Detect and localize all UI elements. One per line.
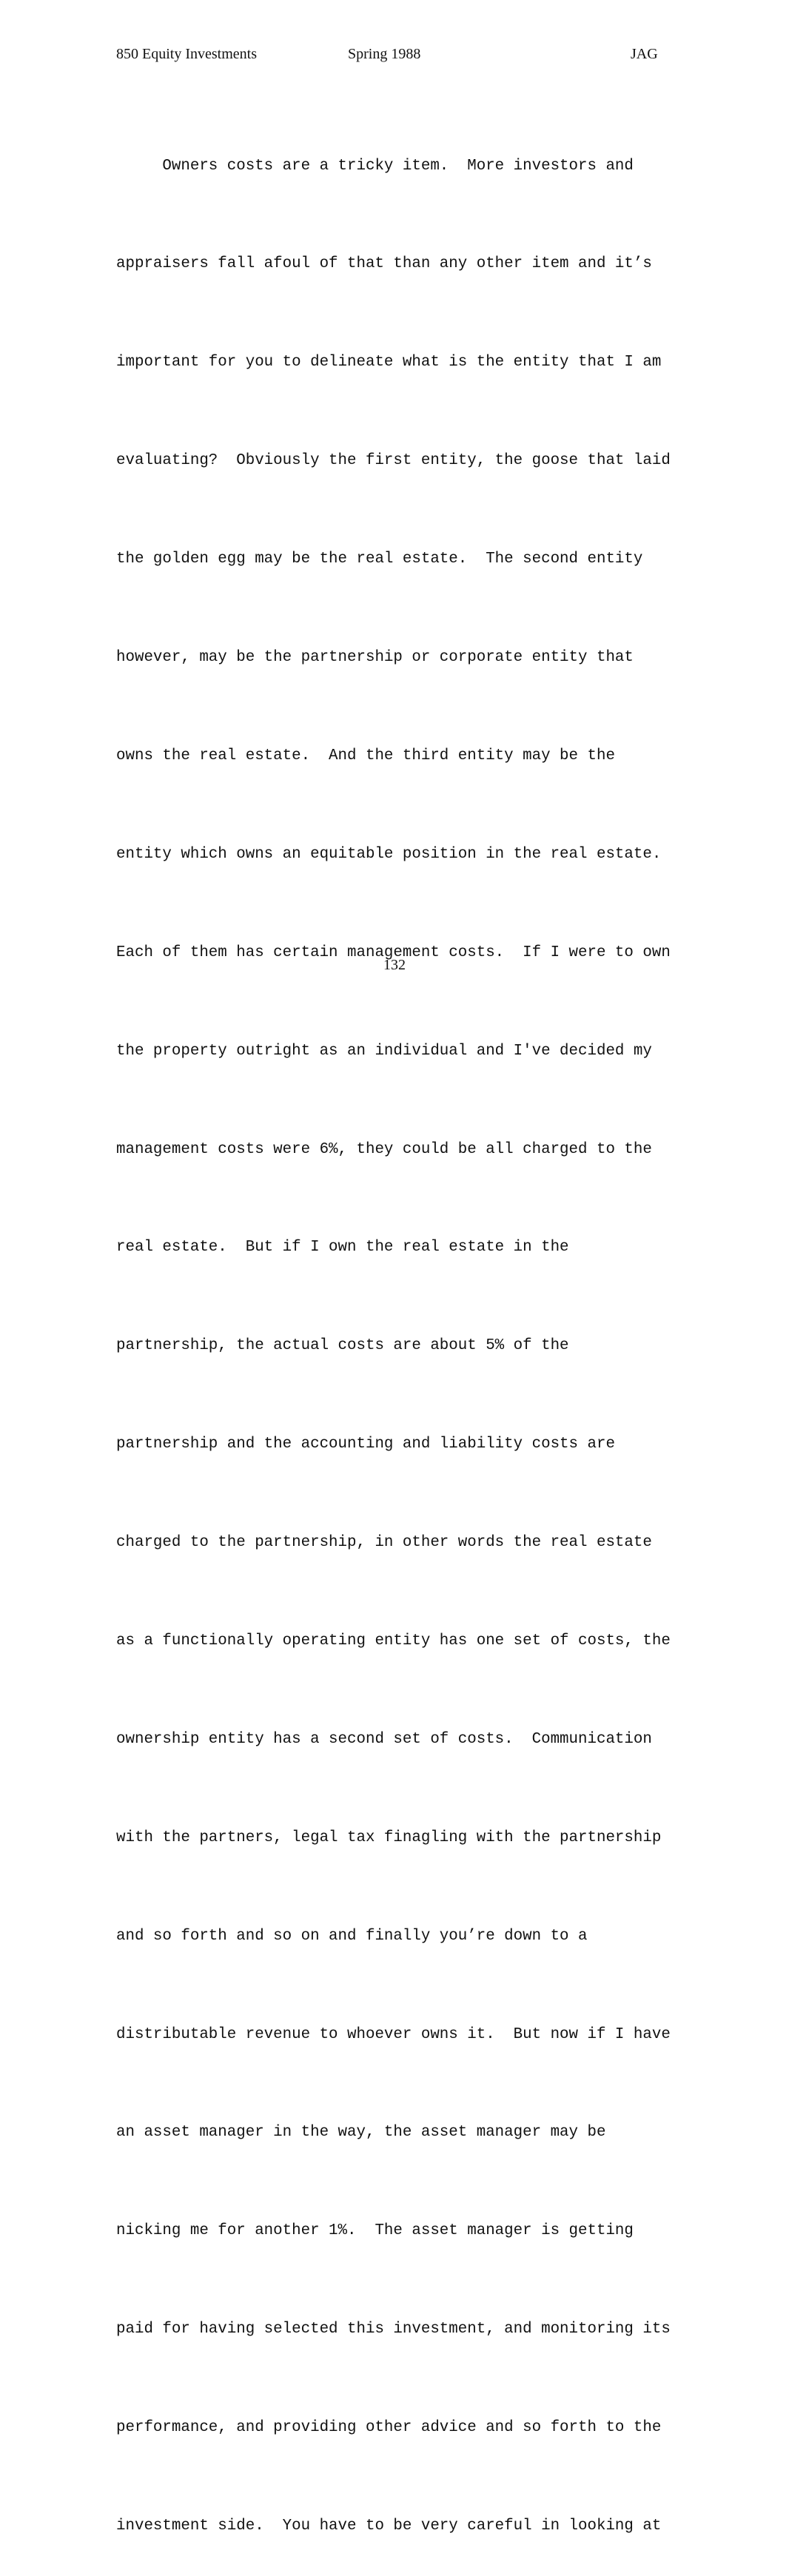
text-line: paid for having selected this investment, and monitoring its — [116, 2321, 671, 2338]
text-line: performance, and providing other advice and so forth to the — [116, 2419, 662, 2437]
text-line: however, may be the partnership or corporate entity that — [116, 649, 634, 667]
text-line: charged to the partnership, in other words the real estate — [116, 1534, 652, 1552]
page-number: 132 — [383, 957, 406, 973]
header-term: Spring 1988 — [348, 46, 421, 62]
header-course-title: 850 Equity Investments — [116, 46, 257, 62]
text-line: Owners costs are a tricky item. More investors and — [116, 157, 634, 175]
text-line: investment side. You have to be very careful in looking at — [116, 2517, 662, 2535]
text-line: nicking me for another 1%. The asset manager is getting — [116, 2222, 634, 2240]
text-line: partnership, the actual costs are about 5% of the — [116, 1337, 569, 1355]
text-line: ownership entity has a second set of costs. Communication — [116, 1730, 652, 1748]
body-paragraph — [116, 84, 701, 2576]
text-line: owns the real estate. And the third entity may be the — [116, 747, 615, 764]
text-line: real estate. But if I own the real estate in the — [116, 1239, 569, 1257]
text-line: and so forth and so on and finally you’re down to a — [116, 1927, 588, 1945]
text-line: Each of them has certain management costs. If I were to own — [116, 944, 671, 961]
text-line: with the partners, legal tax finagling with the partnership — [116, 1829, 662, 1846]
text-line: an asset manager in the way, the asset manager may be — [116, 2124, 606, 2142]
text-line: management costs were 6%, they could be all charged to the — [116, 1140, 652, 1158]
text-line: appraisers fall afoul of that than any other item and it’s — [116, 255, 652, 273]
text-line: the property outright as an individual and I've decided my — [116, 1042, 652, 1060]
text-line: important for you to delineate what is the entity that I am — [116, 354, 662, 371]
text-line: distributable revenue to whoever owns it. But now if I have — [116, 2025, 671, 2043]
header-author-initials: JAG — [631, 46, 658, 62]
page-header — [0, 46, 789, 67]
text-line: the golden egg may be the real estate. The second entity — [116, 551, 643, 568]
text-line: evaluating? Obviously the first entity, the goose that laid — [116, 452, 671, 470]
text-line: as a functionally operating entity has one set of costs, the — [116, 1632, 671, 1649]
text-line: entity which owns an equitable position in the real estate. — [116, 845, 662, 863]
text-line: partnership and the accounting and liability costs are — [116, 1436, 615, 1453]
